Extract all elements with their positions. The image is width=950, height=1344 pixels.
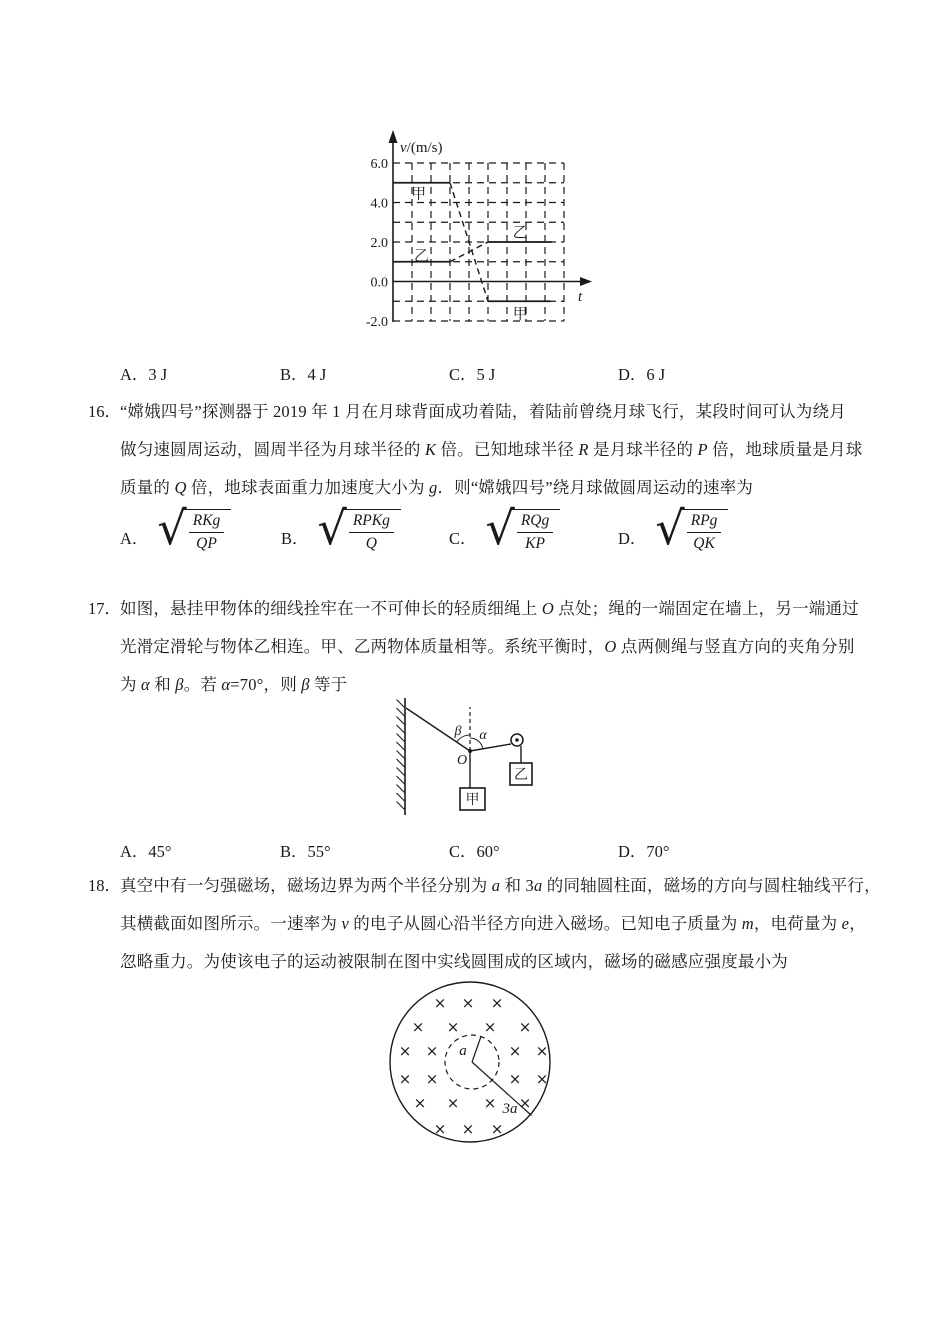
q17-option-d: D．70° xyxy=(618,842,670,861)
option-letter: A． xyxy=(120,529,149,548)
q16-line-3: 质量的 Q 倍，地球表面重力加速度大小为 g．则“嫦娥四号”绕月球做圆周运动的速率为 xyxy=(120,478,754,497)
y-tick-label: 4.0 xyxy=(370,196,388,212)
beta-label: β xyxy=(454,724,462,739)
q16-number: 16． xyxy=(88,402,121,421)
y-axis-label: v/(m/s) xyxy=(400,140,443,156)
x-axis-label: t xyxy=(578,289,583,305)
q15-option-a: A．3 J xyxy=(120,365,168,384)
q18-number: 18． xyxy=(88,876,121,895)
option-letter: C． xyxy=(449,529,477,548)
q16-options-row xyxy=(0,501,950,556)
q17-options-row xyxy=(0,838,950,860)
rope-pulley xyxy=(470,744,511,751)
y-tick-label: 0.0 xyxy=(370,275,388,291)
point-O-label: O xyxy=(456,753,468,768)
radical-sign: √ xyxy=(157,501,187,556)
q17-option-a: A．45° xyxy=(120,842,172,861)
sqrt-expression xyxy=(485,501,561,556)
series-label: 乙 xyxy=(512,225,528,242)
y-tick-label: 2.0 xyxy=(370,236,388,251)
q17-option-b: B．55° xyxy=(280,842,331,861)
option-letter: B． xyxy=(281,529,309,548)
sqrt-expression xyxy=(655,501,728,556)
field-into-page-symbol: × xyxy=(433,1120,447,1138)
fraction-numerator: RKg xyxy=(189,512,225,533)
fraction-denominator: QP xyxy=(196,535,217,553)
sqrt-expression xyxy=(157,501,231,556)
series-segment xyxy=(450,242,488,262)
fraction-numerator: RPg xyxy=(687,512,722,533)
field-into-page-symbol: × xyxy=(398,1070,412,1088)
field-into-page-symbol: × xyxy=(398,1042,412,1060)
axes xyxy=(389,130,593,322)
point-O xyxy=(468,749,472,753)
inner-radius-label: a xyxy=(459,1043,467,1059)
q15-option-c: C．5 J xyxy=(449,365,496,384)
field-into-page-symbol: × xyxy=(483,1094,497,1112)
velocity-time-graph xyxy=(350,125,610,345)
field-into-page-symbol: × xyxy=(518,1094,532,1112)
field-into-page-symbol: × xyxy=(490,994,504,1012)
fraction-denominator: QK xyxy=(693,535,715,553)
field-into-page-symbol: × xyxy=(413,1094,427,1112)
q17-number: 17． xyxy=(88,599,121,618)
fraction-numerator: RPKg xyxy=(349,512,394,533)
fraction xyxy=(342,509,401,553)
field-into-page-symbol: × xyxy=(518,1018,532,1036)
pulley-diagram xyxy=(375,690,605,825)
radical-sign: √ xyxy=(655,501,685,556)
field-into-page-symbol: × xyxy=(425,1042,439,1060)
fraction-numerator: RQg xyxy=(517,512,553,533)
q16-option-c xyxy=(449,501,560,556)
y-tick-label: -2.0 xyxy=(365,315,388,330)
fraction-denominator: Q xyxy=(365,535,377,553)
box-yi-label: 乙 xyxy=(514,768,528,783)
q17-line-1: 如图，悬挂甲物体的细线拴牢在一不可伸长的轻质细绳上 O 点处；绳的一端固定在墙上，另一端通过 xyxy=(120,599,859,618)
alpha-label: α xyxy=(479,728,487,743)
field-into-page-symbol: × xyxy=(446,1094,460,1112)
field-into-page-symbol: × xyxy=(508,1070,522,1088)
q18-line-3: 忽略重力。为使该电子的运动被限制在图中实线圆围成的区域内，磁场的磁感应强度最小为 xyxy=(120,952,788,971)
series-label: 甲 xyxy=(411,186,427,203)
field-into-page-symbol: × xyxy=(483,1018,497,1036)
y-tick-label: 6.0 xyxy=(370,157,388,172)
inner-radius-line xyxy=(472,1037,481,1063)
fraction xyxy=(680,509,729,553)
q16-line-1: “嫦娥四号”探测器于 2019 年 1 月在月球背面成功着陆，着陆前曾绕月球飞行，某段时间可认为绕月 xyxy=(120,402,846,421)
q16-option-d xyxy=(618,501,728,556)
magnetic-field-diagram xyxy=(380,972,565,1152)
field-into-page-symbol: × xyxy=(535,1070,549,1088)
series-label: 乙 xyxy=(413,248,430,265)
field-into-page-symbol: × xyxy=(461,1120,475,1138)
series-label: 甲 xyxy=(512,306,528,323)
q16-line-2: 做匀速圆周运动，圆周半径为月球半径的 K 倍。已知地球半径 R 是月球半径的 P 倍，地球质量是月球 xyxy=(120,440,863,459)
q15-option-d: D．6 J xyxy=(618,365,666,384)
radical-sign: √ xyxy=(317,501,347,556)
field-into-page-symbol: × xyxy=(411,1018,425,1036)
field-into-page-symbol: × xyxy=(446,1018,460,1036)
q17-option-c: C．60° xyxy=(449,842,500,861)
q17-line-2: 光滑定滑轮与物体乙相连。甲、乙两物体质量相等。系统平衡时，O 点两侧绳与竖直方向的夹角分别 xyxy=(120,637,855,656)
fraction xyxy=(510,509,560,553)
field-into-page-symbol: × xyxy=(508,1042,522,1060)
field-into-page-symbol: × xyxy=(461,994,475,1012)
q18-line-2: 其横截面如图所示。一速率为 v 的电子从圆心沿半径方向进入磁场。已知电子质量为 m，电荷量为 e， xyxy=(120,914,866,933)
box-jia-label: 甲 xyxy=(465,793,480,808)
fraction xyxy=(182,509,232,553)
field-into-page-symbol: × xyxy=(433,994,447,1012)
q16-option-a xyxy=(120,501,231,556)
q15-option-b: B．4 J xyxy=(280,365,327,384)
field-into-page-symbol: × xyxy=(490,1120,504,1138)
q15-options-row xyxy=(0,361,950,383)
q16-option-b xyxy=(281,501,401,556)
option-letter: D． xyxy=(618,529,647,548)
fraction-denominator: KP xyxy=(525,535,545,553)
field-into-page-symbol: × xyxy=(425,1070,439,1088)
q17-line-3: 为 α 和 β。若 α=70°，则 β 等于 xyxy=(120,675,348,694)
sqrt-expression xyxy=(317,501,401,556)
radical-sign: √ xyxy=(485,501,515,556)
outer-radius-label: 3a xyxy=(502,1101,518,1117)
q18-line-1: 真空中有一匀强磁场，磁场边界为两个半径分别为 a 和 3a 的同轴圆柱面，磁场的方向与圆柱轴线平行， xyxy=(120,876,881,895)
field-into-page-symbol: × xyxy=(535,1042,549,1060)
